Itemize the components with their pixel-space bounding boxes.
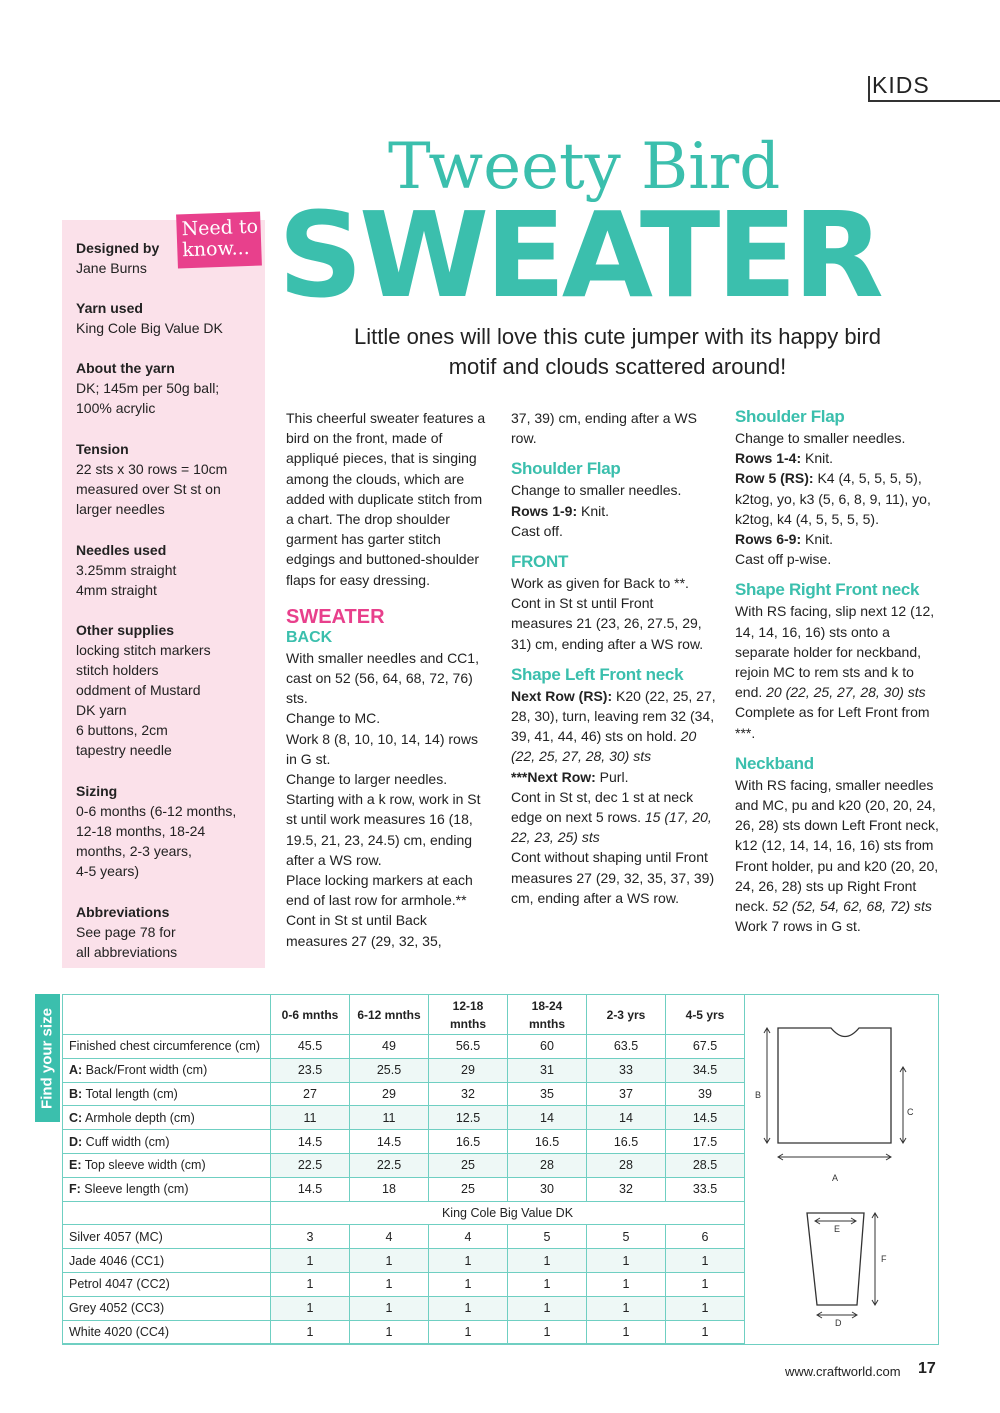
instruction-line: Cont without shaping until Front measures 27 (29, 32, 35, 37, 39) cm, ending after a WS row. bbox=[511, 849, 715, 906]
table-cell: 1 bbox=[429, 1249, 508, 1273]
about-the-yarn: About the yarn DK; 145m per 50g ball; 100% acrylic bbox=[76, 360, 220, 416]
row-label: Finished chest circumference (cm) bbox=[63, 1035, 271, 1059]
row-label: Silver 4057 (MC) bbox=[63, 1225, 271, 1249]
size-table bbox=[62, 994, 745, 1344]
table-row bbox=[63, 1225, 745, 1249]
title-line2: SWEATER bbox=[278, 186, 880, 324]
table-row bbox=[63, 1320, 745, 1344]
instruction-line: Change to smaller needles. bbox=[735, 430, 906, 446]
table-cell: 14.5 bbox=[271, 1177, 350, 1201]
table-cell: 5 bbox=[508, 1225, 587, 1249]
designed-by: Designed by Jane Burns bbox=[76, 240, 160, 276]
table-cell: 1 bbox=[666, 1249, 745, 1273]
table-cell: 1 bbox=[666, 1320, 745, 1344]
table-cell: 14.5 bbox=[666, 1106, 745, 1130]
label-a: A bbox=[832, 1173, 839, 1183]
instruction-line: Next Row (RS): K20 (22, 25, 27, 28, 30), turn, leaving rem 32 (34, 39, 41, 44, 46) sts on hold. 20 (22, 25, 27, 28, 30) sts bbox=[511, 687, 716, 765]
yarn-used: Yarn used King Cole Big Value DK bbox=[76, 300, 223, 336]
table-cell: 16.5 bbox=[508, 1130, 587, 1154]
page-number: 17 bbox=[918, 1360, 936, 1377]
instruction-line: Rows 6-9: Knit. bbox=[735, 531, 834, 548]
instruction-line: ***Next Row: Purl. bbox=[511, 768, 629, 785]
table-cell: 14.5 bbox=[271, 1130, 350, 1154]
instruction-line: With RS facing, slip next 12 (12, 14, 14, 16, 16) sts onto a separate holder for neckband, rejoin MC to rem sts and k to end. 20 (22, 25, 27, 28, 30) sts bbox=[735, 603, 935, 701]
table-cell: 1 bbox=[508, 1272, 587, 1296]
label-d: D bbox=[835, 1318, 842, 1328]
table-cell: 1 bbox=[350, 1272, 429, 1296]
table-cell: 31 bbox=[508, 1058, 587, 1082]
table-cell: 14 bbox=[587, 1106, 666, 1130]
table-cell: 1 bbox=[508, 1296, 587, 1320]
row-label: F: Sleeve length (cm) bbox=[63, 1177, 271, 1201]
table-cell: 25.5 bbox=[350, 1058, 429, 1082]
table-cell: 56.5 bbox=[429, 1035, 508, 1059]
instruction-line: Cast off p-wise. bbox=[735, 551, 832, 568]
tension: Tension 22 sts x 30 rows = 10cm measured over St st on larger needles bbox=[76, 441, 228, 517]
row-label: E: Top sleeve width (cm) bbox=[63, 1153, 271, 1177]
table-row bbox=[63, 1130, 745, 1154]
table-cell: 39 bbox=[666, 1082, 745, 1106]
table-row bbox=[63, 1106, 745, 1130]
table-spacer bbox=[63, 1201, 271, 1225]
table-cell: 4 bbox=[350, 1225, 429, 1249]
label-f: F bbox=[881, 1254, 887, 1264]
table-cell: 1 bbox=[271, 1320, 350, 1344]
table-cell: 1 bbox=[666, 1296, 745, 1320]
table-cell: 25 bbox=[429, 1153, 508, 1177]
heading-right-front-neck: Shape Right Front neck bbox=[735, 580, 920, 600]
find-your-size-tab: Find your size bbox=[35, 994, 60, 1122]
body-outline bbox=[778, 1028, 891, 1143]
table-cell: 49 bbox=[350, 1035, 429, 1059]
back-line: Change to larger needles. bbox=[286, 771, 448, 788]
column-1 bbox=[286, 408, 491, 951]
table-cell: 1 bbox=[271, 1249, 350, 1273]
table-cell: 1 bbox=[350, 1249, 429, 1273]
row-label: C: Armhole depth (cm) bbox=[63, 1106, 271, 1130]
heading-shoulder-flap: Shoulder Flap bbox=[511, 459, 621, 479]
col-header: 6-12 mnths bbox=[350, 995, 429, 1035]
table-cell: 22.5 bbox=[350, 1153, 429, 1177]
table-cell: 25 bbox=[429, 1177, 508, 1201]
title-line1: Tweety Bird bbox=[388, 130, 781, 204]
table-cell: 4 bbox=[429, 1225, 508, 1249]
table-cell: 6 bbox=[666, 1225, 745, 1249]
table-row bbox=[63, 1082, 745, 1106]
row-label: Jade 4046 (CC1) bbox=[63, 1249, 271, 1273]
table-cell: 23.5 bbox=[271, 1058, 350, 1082]
table-cell: 28 bbox=[508, 1153, 587, 1177]
header-rule bbox=[868, 76, 870, 102]
heading-shoulder-flap: Shoulder Flap bbox=[735, 407, 845, 426]
table-cell: 29 bbox=[429, 1058, 508, 1082]
table-cell: 1 bbox=[508, 1320, 587, 1344]
table-row bbox=[63, 1177, 745, 1201]
instruction-line: Row 5 (RS): K4 (4, 5, 5, 5, 5), k2tog, yo, k3 (5, 6, 8, 9, 11), yo, k2tog, k4 (4, 5, 5, 5, 5). bbox=[735, 470, 931, 527]
table-cell: 27 bbox=[271, 1082, 350, 1106]
table-cell: 22.5 bbox=[271, 1153, 350, 1177]
row-label: Grey 4052 (CC3) bbox=[63, 1296, 271, 1320]
heading-neckband: Neckband bbox=[735, 753, 814, 773]
table-cell: 1 bbox=[429, 1272, 508, 1296]
col-header: 2-3 yrs bbox=[587, 995, 666, 1035]
other-supplies: Other supplies locking stitch markers stitch holders oddment of Mustard DK yarn 6 buttons, 2cm tapestry needle bbox=[76, 622, 211, 758]
footer-url: www.craftworld.com bbox=[785, 1364, 901, 1379]
heading-back: BACK bbox=[286, 628, 333, 646]
table-row bbox=[63, 1272, 745, 1296]
back-line: Starting with a k row, work in St st until work measures 16 (18, 19.5, 21, 23, 24.5) cm, ending after a WS row. bbox=[286, 791, 481, 868]
instruction-line: Change to smaller needles. bbox=[511, 482, 682, 499]
instruction-line: With RS facing, smaller needles and MC, pu and k20 (20, 20, 24, 26, 28) sts down Left Front neck, k12 (12, 14, 14, 16, 16) sts from Front holder, pu and k20 (20, 20, 24, 26, 28) sts up Right Front neck. 52 (52, 54, 62, 68, 72) sts bbox=[735, 776, 939, 915]
table-cell: 5 bbox=[587, 1225, 666, 1249]
table-row bbox=[63, 1296, 745, 1320]
table-corner bbox=[63, 995, 271, 1035]
abbreviations: Abbreviations See page 78 for all abbreviations bbox=[76, 904, 178, 960]
column-3 bbox=[735, 408, 940, 936]
heading-left-front-neck: Shape Left Front neck bbox=[511, 664, 684, 684]
heading-sweater: SWEATER bbox=[286, 605, 385, 628]
label-b: B bbox=[755, 1090, 762, 1100]
table-cell: 11 bbox=[271, 1106, 350, 1130]
table-cell: 1 bbox=[666, 1272, 745, 1296]
table-cell: 30 bbox=[508, 1177, 587, 1201]
table-cell: 16.5 bbox=[587, 1130, 666, 1154]
row-label: Petrol 4047 (CC2) bbox=[63, 1272, 271, 1296]
label-e: E bbox=[834, 1224, 841, 1234]
table-cell: 63.5 bbox=[587, 1035, 666, 1059]
table-cell: 32 bbox=[587, 1177, 666, 1201]
intro-text: Little ones will love this cute jumper with its happy bird motif and clouds scattered around! bbox=[353, 324, 882, 379]
col-header: 4-5 yrs bbox=[666, 995, 745, 1035]
col-header: 12-18 mnths bbox=[429, 995, 508, 1035]
table-cell: 3 bbox=[271, 1225, 350, 1249]
instruction-line: Cont in St st, dec 1 st at neck edge on next 5 rows. 15 (17, 20, 22, 23, 25) sts bbox=[511, 788, 712, 846]
column-2 bbox=[511, 408, 716, 908]
instruction-line: Cast off. bbox=[511, 522, 563, 539]
garment-diagram bbox=[743, 995, 938, 1343]
table-cell: 1 bbox=[587, 1249, 666, 1273]
table-cell: 33.5 bbox=[666, 1177, 745, 1201]
col-header: 18-24 mnths bbox=[508, 995, 587, 1035]
table-cell: 34.5 bbox=[666, 1058, 745, 1082]
instruction-line: Work 7 rows in G st. bbox=[735, 918, 861, 935]
table-cell: 35 bbox=[508, 1082, 587, 1106]
table-cell: 29 bbox=[350, 1082, 429, 1106]
table-cell: 32 bbox=[429, 1082, 508, 1106]
instruction-line: Rows 1-4: Knit. bbox=[735, 450, 834, 467]
table-cell: 12.5 bbox=[429, 1106, 508, 1130]
table-row bbox=[63, 1058, 745, 1082]
table-cell: 33 bbox=[587, 1058, 666, 1082]
table-cell: 18 bbox=[350, 1177, 429, 1201]
needles-used: Needles used 3.25mm straight 4mm straight bbox=[76, 542, 177, 598]
table-cell: 28.5 bbox=[666, 1153, 745, 1177]
table-row bbox=[63, 1249, 745, 1273]
table-cell: 45.5 bbox=[271, 1035, 350, 1059]
table-cell: 1 bbox=[587, 1320, 666, 1344]
need-to-know-badge: Need to know... bbox=[176, 212, 262, 269]
table-cell: 1 bbox=[350, 1320, 429, 1344]
back-line: With smaller needles and CC1, cast on 52 (56, 64, 68, 72, 76) sts. bbox=[286, 649, 479, 707]
table-cell: 1 bbox=[587, 1296, 666, 1320]
table-cell: 1 bbox=[587, 1272, 666, 1296]
row-label: B: Total length (cm) bbox=[63, 1082, 271, 1106]
table-cell: 1 bbox=[429, 1320, 508, 1344]
table-cell: 14 bbox=[508, 1106, 587, 1130]
back-line: Change to MC. bbox=[286, 710, 381, 727]
instruction-line: Rows 1-9: Knit. bbox=[511, 502, 610, 519]
table-cell: 1 bbox=[350, 1296, 429, 1320]
table-cell: 14.5 bbox=[350, 1130, 429, 1154]
table-row bbox=[63, 1035, 745, 1059]
label-c: C bbox=[907, 1107, 914, 1117]
row-label: D: Cuff width (cm) bbox=[63, 1130, 271, 1154]
back-line: Work 8 (8, 10, 10, 14, 14) rows in G st. bbox=[286, 730, 478, 767]
header-rule bbox=[868, 100, 1000, 102]
front-text: Work as given for Back to **. Cont in St st until Front measures 21 (23, 26, 27.5, 29, 31) cm, ending after a WS row. bbox=[511, 575, 704, 652]
table-cell: 1 bbox=[271, 1272, 350, 1296]
table-row bbox=[63, 1153, 745, 1177]
table-cell: 11 bbox=[350, 1106, 429, 1130]
table-cell: 28 bbox=[587, 1153, 666, 1177]
table-cell: 37 bbox=[587, 1082, 666, 1106]
yarn-heading: King Cole Big Value DK bbox=[271, 1201, 745, 1225]
back-line: Cont in St st until Back measures 27 (29, 32, 35, bbox=[286, 912, 442, 949]
continued-text: 37, 39) cm, ending after a WS row. bbox=[511, 410, 697, 447]
table-cell: 17.5 bbox=[666, 1130, 745, 1154]
section-label: KIDS bbox=[872, 72, 930, 98]
row-label: White 4020 (CC4) bbox=[63, 1320, 271, 1344]
intro-paragraph: This cheerful sweater features a bird on the front, made of appliqué pieces, that is singing among the clouds, which are added with duplicate stitch from a chart. The drop shoulder garment has garter stitch edgings and buttoned-shoulder flaps for easy dressing. bbox=[286, 410, 486, 588]
heading-front: FRONT bbox=[511, 552, 569, 572]
table-cell: 1 bbox=[508, 1249, 587, 1273]
table-cell: 16.5 bbox=[429, 1130, 508, 1154]
table-cell: 1 bbox=[429, 1296, 508, 1320]
table-cell: 60 bbox=[508, 1035, 587, 1059]
instruction-line: Complete as for Left Front from ***. bbox=[735, 704, 930, 741]
table-cell: 1 bbox=[271, 1296, 350, 1320]
col-header: 0-6 mnths bbox=[271, 995, 350, 1035]
sizing: Sizing 0-6 months (6-12 months, 12-18 months, 18-24 months, 2-3 years, 4-5 years) bbox=[76, 783, 237, 879]
row-label: A: Back/Front width (cm) bbox=[63, 1058, 271, 1082]
back-line: Place locking markers at each end of last row for armhole.** bbox=[286, 872, 473, 909]
table-cell: 67.5 bbox=[666, 1035, 745, 1059]
